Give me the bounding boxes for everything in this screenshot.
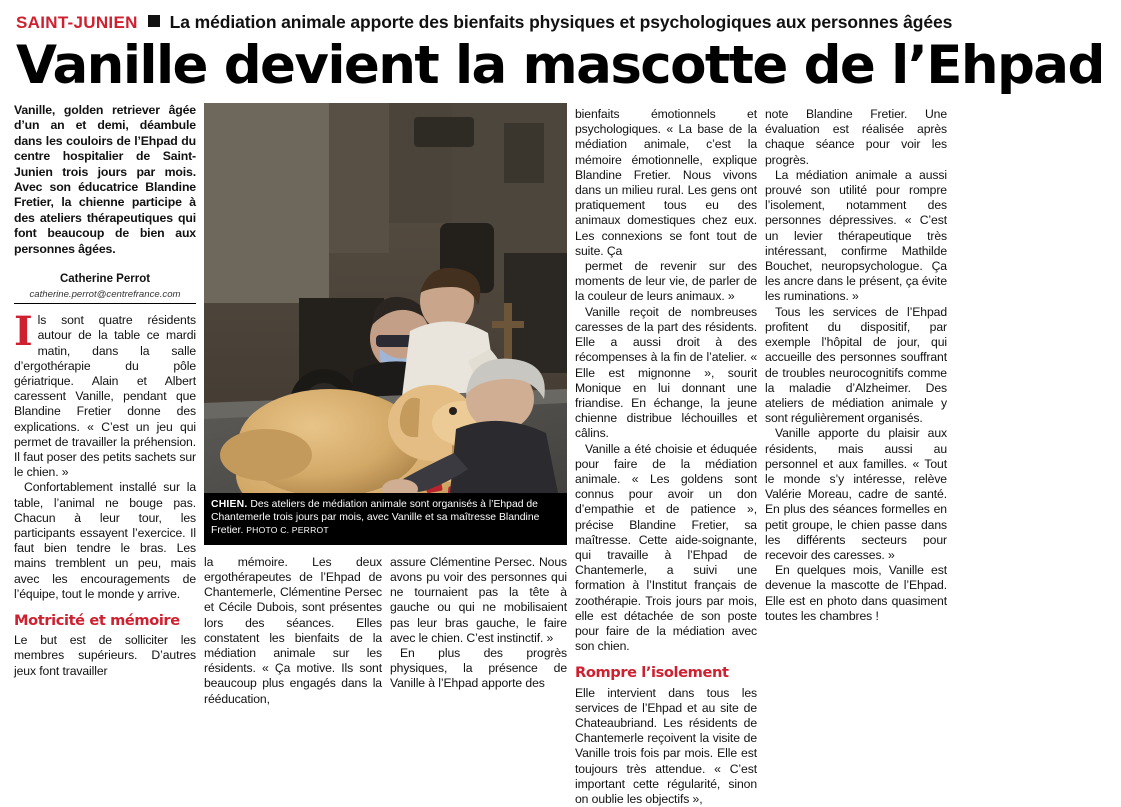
column-two [204,103,567,707]
square-bullet-icon [148,15,160,27]
column-four [765,103,947,624]
byline [14,269,196,304]
subhead-isolement: Rompre l’isolement [575,664,729,682]
subhead-motricite: Motricité et mémoire [14,611,180,629]
kicker-location: SAINT-JUNIEN [16,13,138,32]
paragraph: En quelques mois, Vanille est devenue la mascotte de l’Ehpad. Elle est en photo dans quasiment toutes les chambres ! [765,563,947,623]
kicker-subtitle: La médiation animale apporte des bienfaits physiques et psychologiques aux personnes âgées [169,12,953,32]
paragraph: Le but est de solliciter les membres supérieurs. D’autres jeux font travailler [14,633,196,678]
paragraph: assure Clémentine Persec. Nous avons pu voir des personnes qui ne tournaient pas la tête à gauche ou qui ne mobilisaient pas leur bras gauche, le faire avec le chien. C’est instinctif. » [390,554,567,645]
column-one [14,103,196,679]
column-three-body [575,107,757,807]
paragraph: En plus des progrès physiques, la présence de Vanille à l’Ehpad apporte des [390,646,567,691]
caption-text: Des ateliers de médiation animale sont organisés à l’Ehpad de Chantemerle trois jours par mois, avec Vanille et sa maîtresse Blandine Fretier. [211,499,540,537]
column-two-a [204,555,382,707]
column-three [575,103,757,807]
byline-email: catherine.perrot@centrefrance.com [29,289,181,301]
article-grid [14,103,1107,807]
drop-cap: I [14,308,33,356]
column-four-body [765,107,947,624]
paragraph: Vanille a été choisie et éduquée pour faire de la médiation animale. « Les goldens sont connus pour avoir un don d’empathie et de patience », précise Blandine Fretier, sa maîtresse. Cette aide-soignante, qui travaille à l’Ehpad de Chantemerle, a suivi une formation à l’Institut français de zoothérapie. Trois jours par mois, elle est détachée de son poste pour faire de la médiation avec son chien. [575,441,757,654]
paragraph: Tous les services de l’Ehpad profitent du dispositif, par exemple l’hôpital de jour, qui accueille des personnes souffrant de troubles neurocognitifs comme la maladie d’Alzheimer. Des ateliers de médiation animale y sont régulièrement organisés. [765,304,947,426]
column-two-b [390,555,567,692]
paragraph: bienfaits émotionnels et psychologiques. « La base de la médiation animale, c’est la mémoire émotionnelle, explique Blandine Fretier. Nous vivons dans un milieu rural. Les gens ont pratiquement tous eu des animaux domestiques chez eux. Les connexions se font tout de suite. Ça [575,107,757,258]
column-two-text-columns [204,555,567,707]
paragraph-text: ls sont quatre résidents autour de la table ce mardi matin, dans la salle d’ergothérapie du pôle gériatrique. Alain et Albert caressent Vanille, pendant que Blandine Fretier donne des explications. « C’est un jeu qui permet de travailler la préhension. Il faut poser des petits sachets sur le chien. » [14,313,196,480]
paragraph: La médiation animale a aussi prouvé son utilité pour rompre l’isolement, notamment des personnes dépressives. « C’est un levier thérapeutique très intéressant, confirme Mathilde Bouchet, neuropsychologue. Ça les ancre dans le présent, ça évite les ruminations. » [765,167,947,304]
paragraph: Confortablement installé sur la table, l’animal ne bouge pas. Chacun à leur tour, les participants essayent l’exercice. Il faut bien tendre le bras. Les mains tremblent un peu, mais avec les encouragements de l’équipe, tout le monde y arrive. [14,480,196,601]
page-title: Vanille devient la mascotte de l’Ehpad [16,35,1104,96]
paragraph: note Blandine Fretier. Une évaluation est réalisée après chaque séance pour voir les progrès. [765,107,947,167]
paragraph: Vanille apporte du plaisir aux résidents, mais aussi au personnel et aux familles. « Tout le monde s’y intéresse, relève Valérie Moreau, cadre de santé. En plus des séances formelles en petit groupe, le chien passe dans les différents secteurs pour recevoir des caresses. » [765,426,947,562]
kicker-line [16,12,1107,33]
caption-lead: CHIEN. [211,499,248,511]
paragraph: Vanille reçoit de nombreuses caresses de la part des résidents. Elle a aussi droit à des récompenses à la fin de l’atelier. « Elle est mignonne », sourit Monique en lui donnant une friandise. En échange, la jeune chienne distribue léchouilles et câlins. [575,304,757,441]
article-photo [204,103,567,493]
column-one-body [14,308,196,679]
paragraph: la mémoire. Les deux ergothérapeutes de l’Ehpad de Chantemerle, Clémentine Persec et Cécile Dubois, sont présentes lors des séances. Elles constatent les bienfaits de la médiation animale sur les résidents. « Ça motive. Ils sont beaucoup plus engagés dans la rééducation, [204,554,382,706]
standfirst: Vanille, golden retriever âgée d’un an et demi, déambule dans les couloirs de l’Ehpad du centre hospitalier de Saint-Junien trois jours par mois. Avec son éducatrice Blandine Fretier, la chienne participe à des ateliers thérapeutiques qui font beaucoup de bien aux personnes âgées. [14,103,196,256]
paragraph [14,308,196,480]
photo-caption [204,493,567,545]
photo-credit: PHOTO C. PERROT [246,525,329,536]
paragraph: Elle intervient dans tous les services de l’Ehpad et au site de Chateaubriand. Les résidents de Chantemerle reçoivent la visite de Vanille trois fois par mois. Elle est toujours très attendue. « C’est important cette régularité, sinon on oublie les objectifs », [575,685,757,806]
paragraph: permet de revenir sur des moments de leur vie, de parler de la couleur de leurs animaux. » [575,259,757,304]
byline-author: Catherine Perrot [59,273,151,286]
